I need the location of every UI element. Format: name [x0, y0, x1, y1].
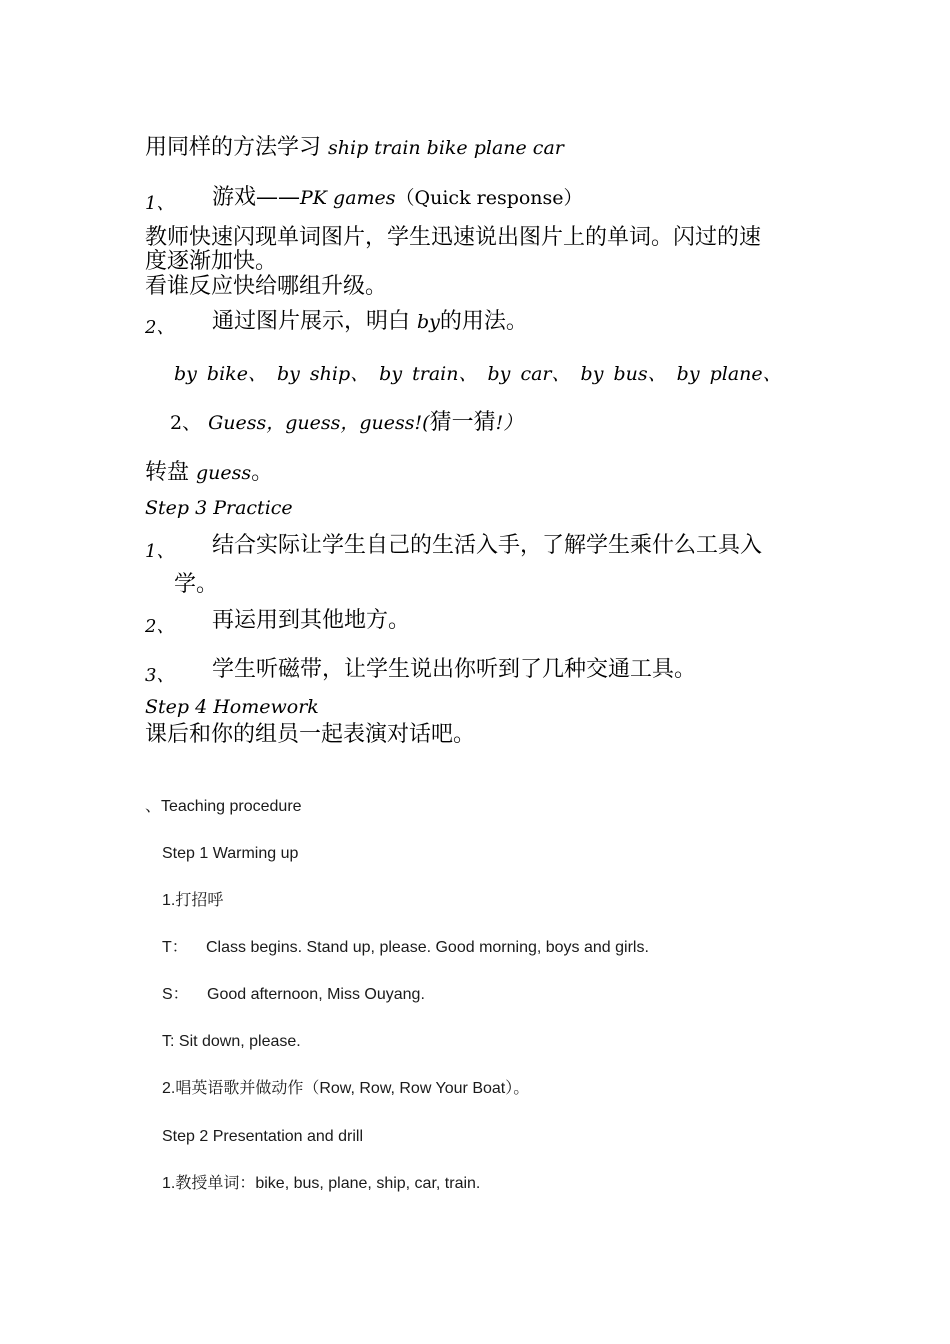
- homework-text: 课后和你的组员一起表演对话吧。: [145, 722, 476, 747]
- step4-heading: Step 4 Homework: [145, 696, 319, 718]
- game-paren: （Quick response）: [395, 187, 583, 209]
- turntable-word: guess: [196, 462, 252, 484]
- intro-line: [145, 135, 564, 161]
- student-text: Good afternoon, Miss Ouyang.: [207, 986, 425, 1003]
- step1-heading: Step 1 Warming up: [162, 845, 299, 862]
- intro-text: 用同样的方法学习: [145, 135, 322, 160]
- teacher-sit-line: T: Sit down, please.: [162, 1033, 301, 1050]
- teacher-line: [162, 938, 649, 958]
- by-usage-line: [212, 309, 528, 335]
- step3-heading: Step 3 Practice: [145, 497, 293, 519]
- turntable-end: 。: [251, 460, 274, 485]
- step2-heading: Step 2 Presentation and drill: [162, 1128, 364, 1145]
- guess-text: Guess，guess，guess!(: [208, 412, 430, 434]
- teaching-procedure-heading: 、Teaching procedure: [145, 798, 302, 815]
- turntable-text: 转盘: [145, 460, 190, 485]
- by-usage-text-a: 通过图片展示，明白: [212, 309, 411, 334]
- teacher-speaker: T：: [162, 939, 188, 956]
- greeting-item: 1.打招呼: [162, 892, 224, 909]
- practice-2-text: 再运用到其他地方。: [212, 608, 411, 633]
- teach-words-item: 1.教授单词：bike, bus, plane, ship, car, train.: [162, 1175, 481, 1192]
- practice-1-number: 1、: [145, 541, 175, 562]
- guess-cn: 猜一猜: [429, 410, 496, 435]
- game-number: 1、: [145, 193, 175, 214]
- intro-words: ship train bike plane car: [328, 137, 564, 159]
- practice-1-text: 结合实际让学生自己的生活入手，了解学生乘什么工具入: [212, 533, 763, 558]
- guess-line: [170, 410, 522, 436]
- by-usage-text-b: 的用法。: [439, 309, 528, 334]
- by-usage-word: by: [417, 311, 440, 333]
- guess-number: 2、: [170, 412, 202, 434]
- game-line: [212, 185, 583, 211]
- game-desc-3: 看谁反应快给哪组升级。: [145, 274, 388, 299]
- game-desc-1: 教师快速闪现单词图片，学生迅速说出图片上的单词。闪过的速: [145, 225, 762, 250]
- practice-3-text: 学生听磁带，让学生说出你听到了几种交通工具。: [212, 657, 697, 682]
- game-text: 游戏——: [212, 185, 301, 210]
- practice-2-number: 2、: [145, 616, 175, 637]
- practice-3-number: 3、: [145, 665, 175, 686]
- game-title: PK games: [300, 187, 396, 209]
- game-desc-2: 度逐渐加快。: [145, 249, 278, 274]
- by-usage-number: 2、: [145, 317, 175, 338]
- guess-end: !）: [495, 412, 523, 434]
- student-speaker: S：: [162, 986, 189, 1003]
- student-line: [162, 985, 425, 1005]
- turntable-line: [145, 460, 273, 486]
- teacher-text: Class begins. Stand up, please. Good morning, boys and girls.: [206, 939, 649, 956]
- by-phrases: by bike、 by ship、 by train、 by car、 by bus、 by plane、: [174, 363, 782, 385]
- practice-1-cont: 学。: [174, 572, 219, 597]
- song-item: 2.唱英语歌并做动作（Row, Row, Row Your Boat）。: [162, 1080, 530, 1097]
